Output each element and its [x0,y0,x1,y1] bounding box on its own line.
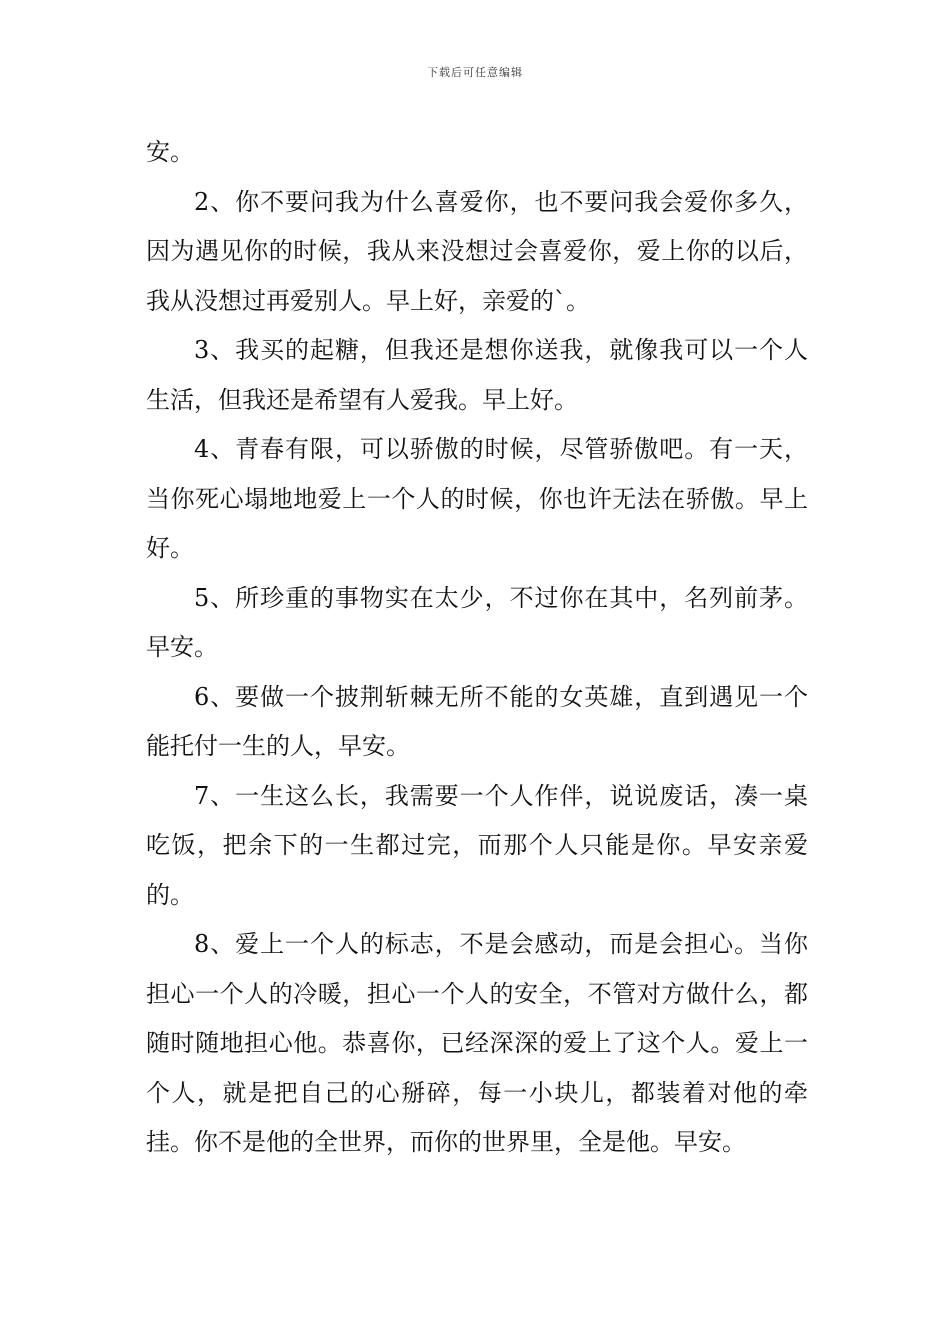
paragraph-item-6: 6、要做一个披荆斩棘无所不能的女英雄，直到遇见一个能托付一生的人，早安。 [146,682,808,760]
paragraph-continuation: 安。 [146,138,194,166]
paragraph-item-2: 2、你不要问我为什么喜爱你，也不要问我会爱你多久，因为遇见你的时候，我从来没想过会喜爱你，爱上你的以后，我从没想过再爱别人。早上好，亲爱的`。 [146,187,808,315]
page-header: 下载后可任意编辑 [427,66,523,79]
paragraph-item-4: 4、青春有限，可以骄傲的时候，尽管骄傲吧。有一天，当你死心塌地地爱上一个人的时候，你也许无法在骄傲。早上好。 [146,435,808,562]
paragraph-item-3: 3、我买的起糖，但我还是想你送我，就像我可以一个人生活，但我还是希望有人爱我。早上好。 [146,336,808,414]
paragraph-item-5: 5、所珍重的事物实在太少，不过你在其中，名列前茅。早安。 [146,583,808,661]
paragraph-item-7: 7、一生这么长，我需要一个人作伴，说说废话，凑一桌吃饭，把余下的一生都过完，而那个人只能是你。早安亲爱的。 [146,781,808,909]
paragraph-item-8: 8、爱上一个人的标志，不是会感动，而是会担心。当你担心一个人的冷暖，担心一个人的安全，不管对方做什么，都随时随地担心他。恭喜你，已经深深的爱上了这个人。爱上一个人，就是把自己的心掰碎，每一小块儿，都装着对他的牵挂。你不是他的全世界，而你的世界里，全是他。早安。 [146,930,808,1156]
document-body [146,128,808,1168]
